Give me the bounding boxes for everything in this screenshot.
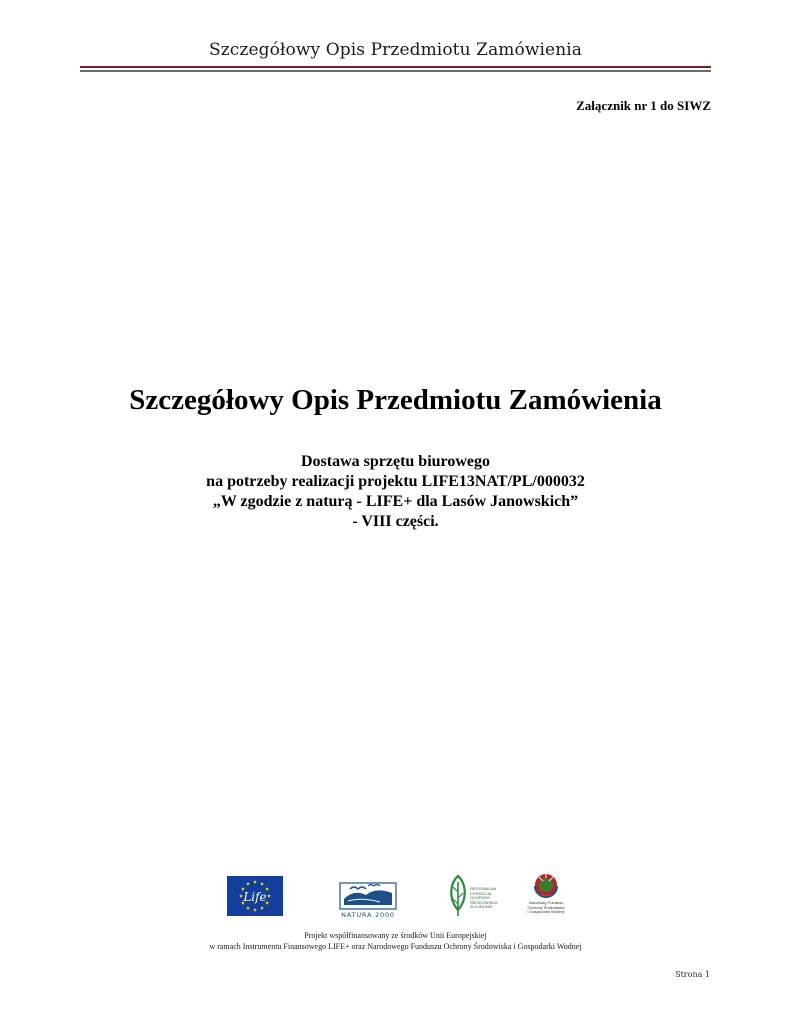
- eu-star-icon: [253, 880, 257, 884]
- document-title: Szczegółowy Opis Przedmiotu Zamówienia: [129, 384, 662, 416]
- eu-star-icon: [260, 906, 264, 910]
- natura-2000-logo: [336, 875, 400, 919]
- page-number: Strona 1: [675, 970, 710, 979]
- eu-star-icon: [260, 882, 264, 886]
- rdos-leaf-logo: [447, 874, 507, 918]
- eu-star-icon: [246, 906, 250, 910]
- subtitle-line: na potrzeby realizacji projektu LIFE13NAT/PL/000032: [206, 473, 585, 490]
- sponsor-logos: [0, 870, 791, 920]
- natura-wordmark: NATURA 2000: [341, 911, 395, 919]
- subtitle-line: Dostawa sprzętu biurowego: [300, 453, 491, 470]
- eu-stars-icon: [227, 876, 283, 916]
- nfosigw-text: Narodowy Fundusz Ochrony Środowiska i Gospodarki Wodnej: [527, 900, 565, 914]
- rdos-text: REGIONALNA DYREKCJA OCHRONY ŚRODOWISKA W LUBLINIE: [470, 886, 498, 909]
- natura-birds-icon: [336, 875, 400, 919]
- header-rule-bottom: [80, 70, 711, 72]
- nfosigw-logo: [522, 872, 570, 918]
- subtitle-line: - VIII części.: [352, 513, 439, 530]
- eu-star-icon: [267, 894, 271, 898]
- eu-star-icon: [253, 908, 257, 912]
- eu-star-icon: [246, 882, 250, 886]
- header-rule: [80, 66, 711, 73]
- footer-line: Projekt współfinansowany ze środków Unii Europejskiej: [304, 931, 487, 940]
- eu-life-logo: [227, 876, 283, 916]
- subtitle-block: [0, 452, 791, 532]
- nfosigw-emblem-icon: [522, 872, 570, 900]
- life-wordmark: Life: [243, 890, 267, 904]
- cofinancing-note: [0, 930, 791, 952]
- leaf-icon: [447, 874, 469, 918]
- subtitle-line: „W zgodzie z naturą - LIFE+ dla Lasów Janowskich”: [212, 493, 579, 510]
- header-rule-top: [80, 66, 711, 68]
- header-title: Szczegółowy Opis Przedmiotu Zamówienia: [208, 40, 583, 60]
- footer-line: w ramach Instrumentu Finansowego LIFE+ oraz Narodowego Funduszu Ochrony Środowiska i Gospodarki Wodnej: [209, 942, 582, 951]
- annex-label: Załącznik nr 1 do SIWZ: [576, 98, 711, 113]
